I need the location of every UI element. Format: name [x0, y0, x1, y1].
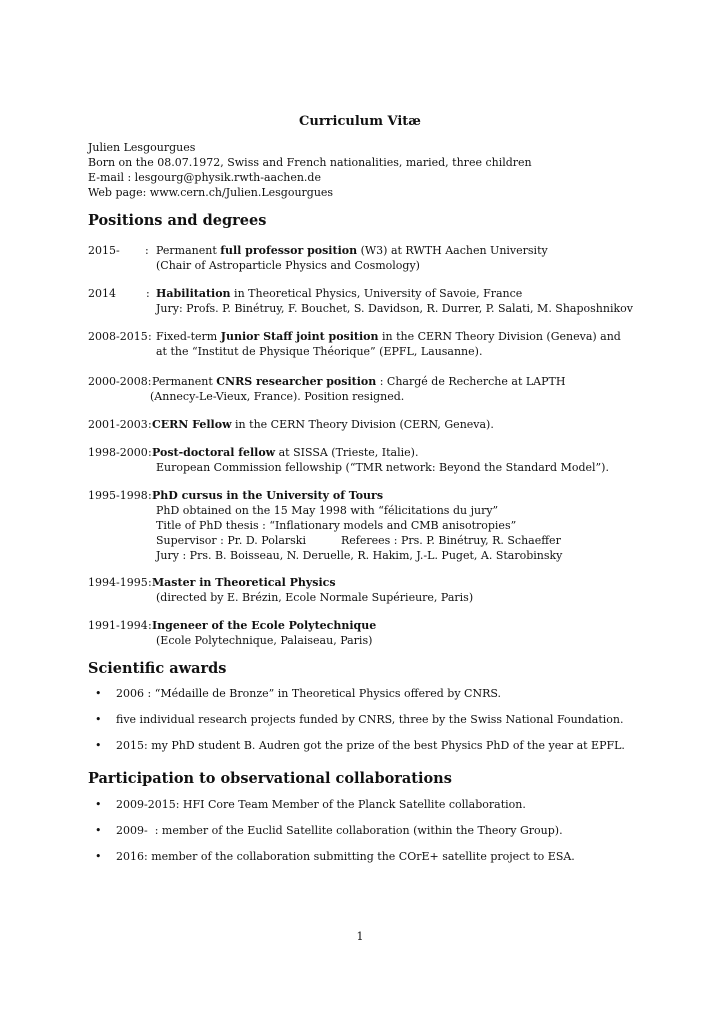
section-heading-positions: Positions and degrees [88, 212, 267, 229]
section-heading-awards: Scientific awards [88, 660, 227, 677]
web-page-line: Web page: www.cern.ch/Julien.Lesgourgues [88, 186, 334, 199]
year-separator: : [146, 287, 150, 300]
position-entry [88, 488, 648, 563]
position-continuation-line [88, 503, 648, 518]
bullet-icon: • [95, 798, 102, 811]
position-entry [88, 243, 648, 273]
position-year: 2000-2008: [88, 375, 152, 388]
person-name: Julien Lesgourgues [88, 141, 196, 154]
position-main-line [88, 329, 648, 344]
position-detail: at the “Institut de Physique Théorique” (EPFL, Lausanne). [156, 345, 483, 358]
position-main-line [88, 286, 648, 301]
document-title: Curriculum Vitæ [299, 114, 421, 129]
position-continuation-line [88, 633, 648, 648]
position-title: Ingeneer of the Ecole Polytechnique [152, 619, 377, 632]
position-title: Post-doctoral fellow [152, 446, 276, 459]
personal-info [88, 140, 648, 200]
bullet-icon: • [95, 824, 102, 837]
bullet-icon: • [95, 850, 102, 863]
year-separator: : [148, 446, 152, 459]
position-description [152, 488, 383, 503]
year-separator: : [148, 330, 152, 343]
position-detail: PhD obtained on the 15 May 1998 with “félicitations du jury” [156, 504, 499, 517]
position-entry [88, 374, 648, 404]
position-entry [88, 618, 648, 648]
position-title: Junior Staff joint position [220, 330, 379, 343]
position-entry [88, 575, 648, 605]
position-main-line [88, 243, 648, 258]
position-title: Master in Theoretical Physics [152, 576, 336, 589]
position-detail: (Chair of Astroparticle Physics and Cosmology) [156, 259, 420, 272]
position-main-line [88, 417, 648, 432]
bullet-icon: • [95, 713, 102, 726]
position-year: 2015- [88, 244, 120, 257]
position-description [152, 618, 376, 633]
position-continuation-line [88, 460, 648, 475]
bullet-text: five individual research projects funded by CNRS, three by the Swiss National Foundation. [116, 713, 624, 726]
position-year: 2008-2015 [88, 330, 148, 343]
bullet-text: 2015: my PhD student B. Audren got the prize of the best Physics PhD of the year at EPFL. [116, 739, 625, 752]
position-detail: (directed by E. Brézin, Ecole Normale Supérieure, Paris) [156, 591, 474, 604]
bullet-icon: • [95, 739, 102, 752]
position-description [152, 374, 565, 389]
position-year: 2001-2003 [88, 418, 148, 431]
year-separator: : [145, 244, 149, 257]
year-separator: : [148, 418, 152, 431]
position-detail: Supervisor : Pr. D. Polarski Referees : Prs. P. Binétruy, R. Schaeffer [156, 534, 561, 547]
position-continuation-line [88, 258, 648, 273]
position-continuation-line [88, 548, 648, 563]
position-continuation-line [88, 518, 648, 533]
position-main-line [88, 488, 648, 503]
position-detail: Jury : Prs. B. Boisseau, N. Deruelle, R. Hakim, J.-L. Puget, A. Starobinsky [156, 549, 563, 562]
position-year: 1998-2000 [88, 446, 148, 459]
bullet-text: 2009- : member of the Euclid Satellite collaboration (within the Theory Group). [116, 824, 563, 837]
bullet-text: 2016: member of the collaboration submitting the COrE+ satellite project to ESA. [116, 850, 575, 863]
birth-info: Born on the 08.07.1972, Swiss and French nationalities, maried, three children [88, 156, 532, 169]
position-entry [88, 329, 648, 359]
bullet-icon: • [95, 687, 102, 700]
position-pre-text: Fixed-term [156, 330, 221, 343]
position-continuation-line [88, 344, 648, 359]
position-detail: Jury: Profs. P. Binétruy, F. Bouchet, S. Davidson, R. Durrer, P. Salati, M. Shaposhnikov [156, 302, 633, 315]
position-entry [88, 417, 648, 432]
position-pre-text: Permanent [152, 375, 217, 388]
position-continuation-line [88, 301, 648, 316]
position-continuation-line [88, 590, 648, 605]
position-continuation-line [88, 533, 648, 548]
position-description [152, 575, 336, 590]
position-main-line [88, 374, 648, 389]
position-title: full professor position [220, 244, 358, 257]
position-year: 2014 [88, 287, 116, 300]
section-heading-collaborations: Participation to observational collaborations [88, 770, 452, 787]
position-description [156, 329, 621, 344]
position-description [156, 286, 522, 301]
bullet-text: 2006 : “Médaille de Bronze” in Theoretical Physics offered by CNRS. [116, 687, 501, 700]
position-main-line [88, 445, 648, 460]
year-separator: : [148, 489, 152, 502]
position-post-text: in the CERN Theory Division (Geneva) and [378, 330, 621, 343]
position-description [156, 243, 548, 258]
position-entry [88, 445, 648, 475]
position-post-text: : Chargé de Recherche at LAPTH [376, 375, 566, 388]
year-separator: : [148, 576, 152, 589]
email-line: E-mail : lesgourg@physik.rwth-aachen.de [88, 171, 321, 184]
position-title: Habilitation [156, 287, 231, 300]
position-detail: (Annecy-Le-Vieux, France). Position resigned. [150, 390, 405, 403]
position-title: PhD cursus in the University of Tours [152, 489, 384, 502]
position-detail: European Commission fellowship (“TMR network: Beyond the Standard Model”). [156, 461, 609, 474]
page-number: 1 [356, 930, 364, 943]
position-title: CERN Fellow [152, 418, 232, 431]
position-post-text: (W3) at RWTH Aachen University [357, 244, 548, 257]
position-title: CNRS researcher position [216, 375, 377, 388]
position-description [152, 417, 494, 432]
position-main-line [88, 618, 648, 633]
position-detail: Title of PhD thesis : “Inflationary models and CMB anisotropies” [156, 519, 517, 532]
position-main-line [88, 575, 648, 590]
position-entry [88, 286, 648, 316]
position-description [152, 445, 418, 460]
position-year: 1994-1995 [88, 576, 148, 589]
position-year: 1991-1994 [88, 619, 148, 632]
position-pre-text: Permanent [156, 244, 221, 257]
position-post-text: in Theoretical Physics, University of Savoie, France [230, 287, 523, 300]
position-post-text: in the CERN Theory Division (CERN, Geneva). [231, 418, 494, 431]
position-year: 1995-1998 [88, 489, 148, 502]
bullet-text: 2009-2015: HFI Core Team Member of the Planck Satellite collaboration. [116, 798, 526, 811]
year-separator: : [148, 619, 152, 632]
position-detail: (Ecole Polytechnique, Palaiseau, Paris) [156, 634, 373, 647]
position-post-text: at SISSA (Trieste, Italie). [275, 446, 419, 459]
position-continuation-line [88, 389, 648, 404]
